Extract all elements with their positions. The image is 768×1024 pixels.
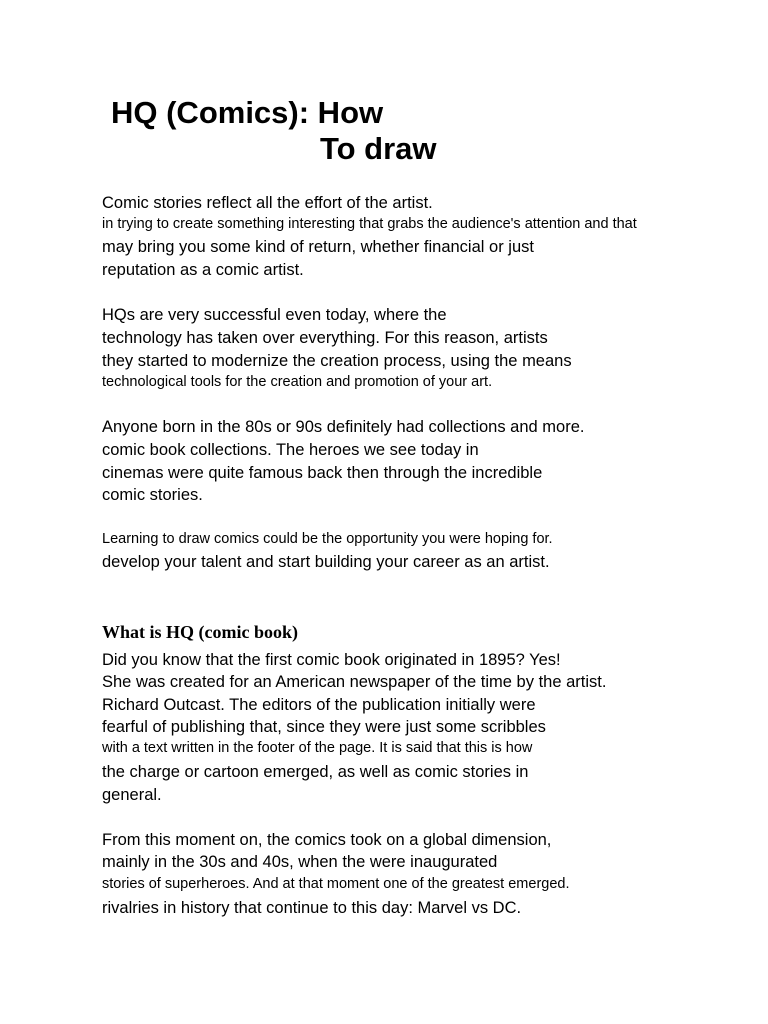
- body-line: From this moment on, the comics took on a global dimension,: [102, 831, 552, 849]
- body-line: fearful of publishing that, since they were just some scribbles: [102, 718, 546, 736]
- body-line: develop your talent and start building your career as an artist.: [102, 553, 550, 571]
- body-line: general.: [102, 786, 162, 804]
- body-line: may bring you some kind of return, whether financial or just: [102, 238, 534, 256]
- document-title-line-1: HQ (Comics): How: [111, 95, 384, 130]
- body-line: Comic stories reflect all the effort of the artist.: [102, 194, 433, 212]
- body-line: with a text written in the footer of the page. It is said that this is how: [102, 740, 533, 756]
- body-line: She was created for an American newspaper of the time by the artist.: [102, 673, 607, 691]
- body-line: stories of superheroes. And at that moment one of the greatest emerged.: [102, 876, 570, 892]
- body-line: the charge or cartoon emerged, as well as comic stories in: [102, 763, 529, 781]
- body-line: HQs are very successful even today, where the: [102, 306, 447, 324]
- body-line: comic stories.: [102, 486, 203, 504]
- body-line: cinemas were quite famous back then through the incredible: [102, 464, 543, 482]
- body-line: comic book collections. The heroes we see today in: [102, 441, 479, 459]
- body-line: Did you know that the first comic book originated in 1895? Yes!: [102, 651, 561, 669]
- body-line: technological tools for the creation and promotion of your art.: [102, 374, 493, 390]
- body-line: Richard Outcast. The editors of the publication initially were: [102, 696, 536, 714]
- document-title-line-2: To draw: [320, 131, 437, 166]
- body-line: rivalries in history that continue to this day: Marvel vs DC.: [102, 899, 522, 917]
- body-line: Anyone born in the 80s or 90s definitely had collections and more.: [102, 418, 585, 436]
- body-line: in trying to create something interesting that grabs the audience's attention and that: [102, 216, 637, 232]
- section-heading: What is HQ (comic book): [102, 622, 298, 642]
- body-line: mainly in the 30s and 40s, when the were inaugurated: [102, 853, 498, 871]
- body-line: reputation as a comic artist.: [102, 261, 304, 279]
- body-line: they started to modernize the creation process, using the means: [102, 352, 572, 370]
- body-line: Learning to draw comics could be the opportunity you were hoping for.: [102, 531, 553, 547]
- body-line: technology has taken over everything. For this reason, artists: [102, 329, 548, 347]
